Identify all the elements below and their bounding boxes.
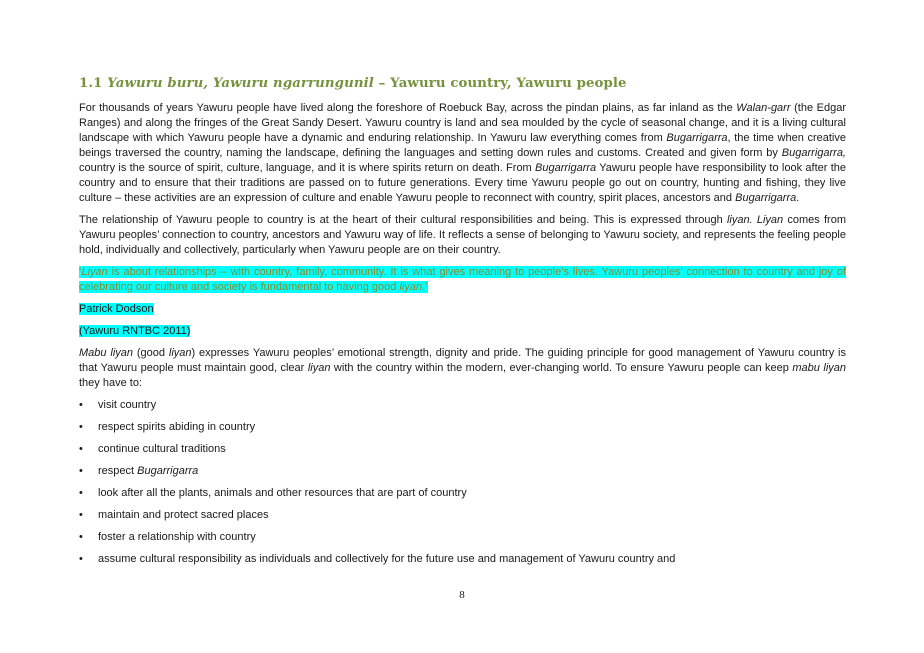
bullet-icon: • — [79, 509, 83, 521]
paragraph-liyan: The relationship of Yawuru people to country is at the heart of their cultural responsibilities and being. This is expressed through liyan. Liyan comes from Yawuru peoples’ connection to country, ancestors and Yawuru way of life. It reflects a sense of belonging to Yawuru society, and represents the feeling people hold, individually and collectively, particularly when Yawuru people are on their country. — [79, 214, 846, 256]
bullet-icon: • — [79, 399, 83, 411]
quote-author: Patrick Dodson — [79, 303, 154, 315]
list-item: • foster a relationship with country — [79, 531, 256, 543]
list-item: • visit country — [79, 399, 157, 411]
list-item: • assume cultural responsibility as individuals and collectively for the future use and management of Yawuru country and — [79, 553, 676, 565]
highlighted-quote: ‘Liyan is about relationships – with country, family, community. It is what gives meaning to people’s lives. Yawuru peoples’ connection to country and joy of celebrating our culture and society is fundamental to having good liyan.’ — [79, 266, 846, 293]
quote-source: (Yawuru RNTBC 2011) — [79, 325, 191, 337]
list-item: • respect spirits abiding in country — [79, 421, 256, 433]
bullet-icon: • — [79, 531, 83, 543]
list-item: • continue cultural traditions — [79, 443, 226, 455]
bullet-icon: • — [79, 443, 83, 455]
list-item: • respect Bugarrigarra — [79, 465, 199, 477]
paragraph-country: For thousands of years Yawuru people have lived along the foreshore of Roebuck Bay, across the pindan plains, as far inland as the Walan-garr (the Edgar Ranges) and along the fringes of the Great Sandy Desert. Yawuru country is land and sea moulded by the cycle of seasonal change, and it is a living cultural landscape with which Yawuru people have a dynamic and enduring relationship. In Yawuru law everything comes from Bugarrigarra, the time when creative beings traversed the country, naming the landscape, defining the languages and setting down rules and customs. Created and given form by Bugarrigarra, country is the source of spirit, culture, language, and it is where spirits return on death. From Bugarrigarra Yawuru people have responsibility to look after the country and to ensure that their traditions are passed on to future generations. Every time Yawuru people go out on country, hunting and fishing, they live culture – these activities are an expression of culture and enable Yawuru people to reconnect with country, spirit places, ancestors and Bugarrigarra. — [79, 102, 847, 204]
bullet-icon: • — [79, 465, 83, 477]
list-item: • look after all the plants, animals and other resources that are part of country — [79, 487, 467, 499]
responsibility-list — [79, 398, 846, 567]
list-item: • maintain and protect sacred places — [79, 509, 269, 521]
paragraph-mabu-liyan: Mabu liyan (good liyan) expresses Yawuru peoples’ emotional strength, dignity and pride. The guiding principle for good management of Yawuru country is that Yawuru people must maintain good, clear liyan with the country within the modern, ever-changing world. To ensure Yawuru people can keep mabu liyan they have to: — [79, 347, 847, 389]
bullet-icon: • — [79, 421, 83, 433]
page-number: 8 — [459, 589, 465, 601]
bullet-icon: • — [79, 487, 83, 499]
section-heading: 1.1 Yawuru buru, Yawuru ngarrungunil – Yawuru country, Yawuru people — [79, 76, 627, 91]
bullet-icon: • — [79, 553, 83, 565]
document-page — [79, 76, 846, 574]
